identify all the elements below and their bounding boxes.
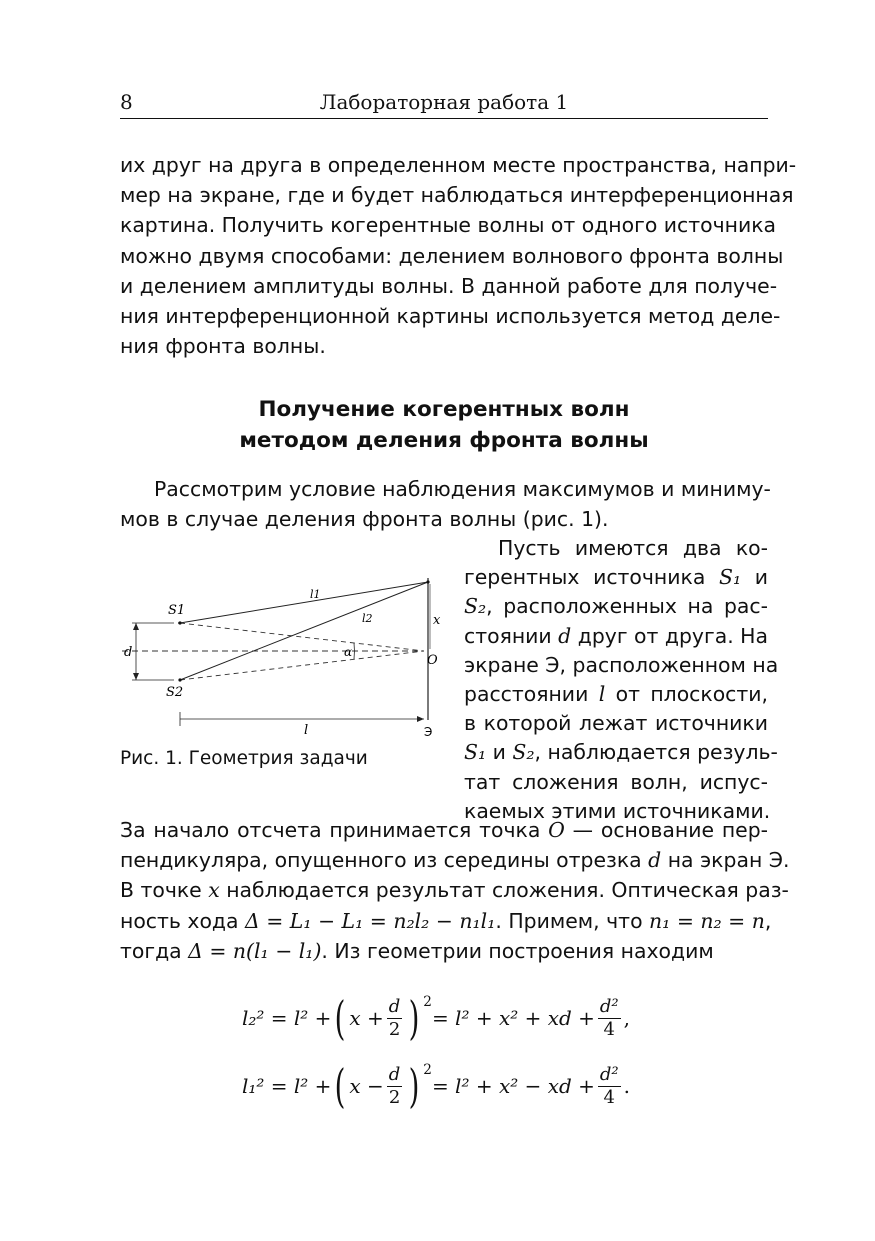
side-paragraph [464,534,779,826]
consider-paragraph [120,474,771,534]
text-line: ность хода Δ = L₁ − L₁ = n₂l₂ − n₁l₁. Примем, что n₁ = n₂ = n, [120,908,772,933]
text-line: в которой лежат источники [464,711,768,736]
label-screen: Э [424,725,433,739]
section-heading [120,394,768,456]
fraction-d2-over-4: $\frac{\text{d²}}{4}$ [599,995,619,1040]
label-l1: l1 [310,588,321,601]
label-alpha: α [344,645,353,659]
text-line: их друг на друга в определенном месте пространства, напри- [120,153,797,177]
section-heading-line: Получение когерентных волн [258,397,630,422]
label-o: O [427,653,438,668]
text-line: расстоянии l от плоскости, [464,681,768,706]
formula-l1: l₁² = l² + ( x − $\frac{d}{2}$ ) $^2$ = l² + x² − xd + $\frac{\text{d²}}{4}$ . [242,1059,631,1113]
text-line: каемых этими источниками. [464,798,771,823]
ray-l2 [180,582,428,680]
label-d: d [124,645,133,660]
text-line: Рассмотрим условие наблюдения максимумов и миниму- [154,477,771,501]
l-arrow [417,716,424,722]
fraction-d2-over-4: $\frac{\text{d²}}{4}$ [599,1063,619,1108]
fraction-d-over-2: $\frac{d}{2}$ [388,1063,401,1108]
text-line: тат сложения волн, испус- [464,769,768,794]
text-line: картина. Получить когерентные волны от одного источника [120,213,777,238]
formula-l2: l₂² = l² + ( x + $\frac{d}{2}$ ) $^2$ = l² + x² + xd + $\frac{\text{d²}}{4}$ , [242,991,631,1045]
point-x [426,580,429,583]
text-line: мов в случае деления фронта волны (рис. 1). [120,507,609,532]
text-line: пендикуляра, опущенного из середины отрезка d на экран Э. [120,848,790,873]
intro-paragraph [120,150,797,361]
text-line: стоянии d друг от друга. На [464,623,769,648]
ray-l1 [180,582,428,623]
dashed-ray-s1 [180,623,424,651]
label-s2: S2 [166,685,184,700]
section-heading-line: методом деления фронта волны [239,428,649,453]
text-line: можно двумя способами: делением волнового фронта волны [120,243,784,268]
label-l: l [304,723,309,738]
text-line: и делением амплитуды волны. В данной работе для получе- [120,273,778,298]
text-line: ния интерференционной картины используется метод деле- [120,303,781,328]
text-line: мер на экране, где и будет наблюдаться интерференционная [120,183,794,208]
d-arrow-top [133,623,139,630]
fraction-d-over-2: $\frac{d}{2}$ [388,995,401,1040]
text-line: Пусть имеются два ко- [498,536,768,560]
geometry-figure [118,572,448,747]
running-title: Лабораторная работа 1 [319,90,569,114]
text-line: За начало отсчета принимается точка O — основание пер- [120,818,768,842]
source-s1-point [178,621,181,624]
text-line: ния фронта волны. [120,334,326,359]
source-s2-point [178,678,181,681]
page-header [120,86,768,119]
text-line: герентных источника S₁ и [464,565,769,590]
body-paragraph [120,815,790,966]
label-s1: S1 [168,603,186,618]
text-line: S₂, расположенных на рас- [464,594,768,619]
text-line: В точке x наблюдается результат сложения. Оптическая раз- [120,878,789,903]
text-line: S₁ и S₂, наблюдается резуль- [464,740,778,765]
text-line: тогда Δ = n(l₁ − l₁). Из геометрии построения находим [120,938,714,963]
label-x: x [433,613,441,628]
d-arrow-bottom [133,673,139,680]
page-number: 8 [120,90,133,114]
figure-caption: Рис. 1. Геометрия задачи [120,748,368,769]
text-line: экране Э, расположенном на [464,652,779,677]
label-l2: l2 [362,612,373,625]
